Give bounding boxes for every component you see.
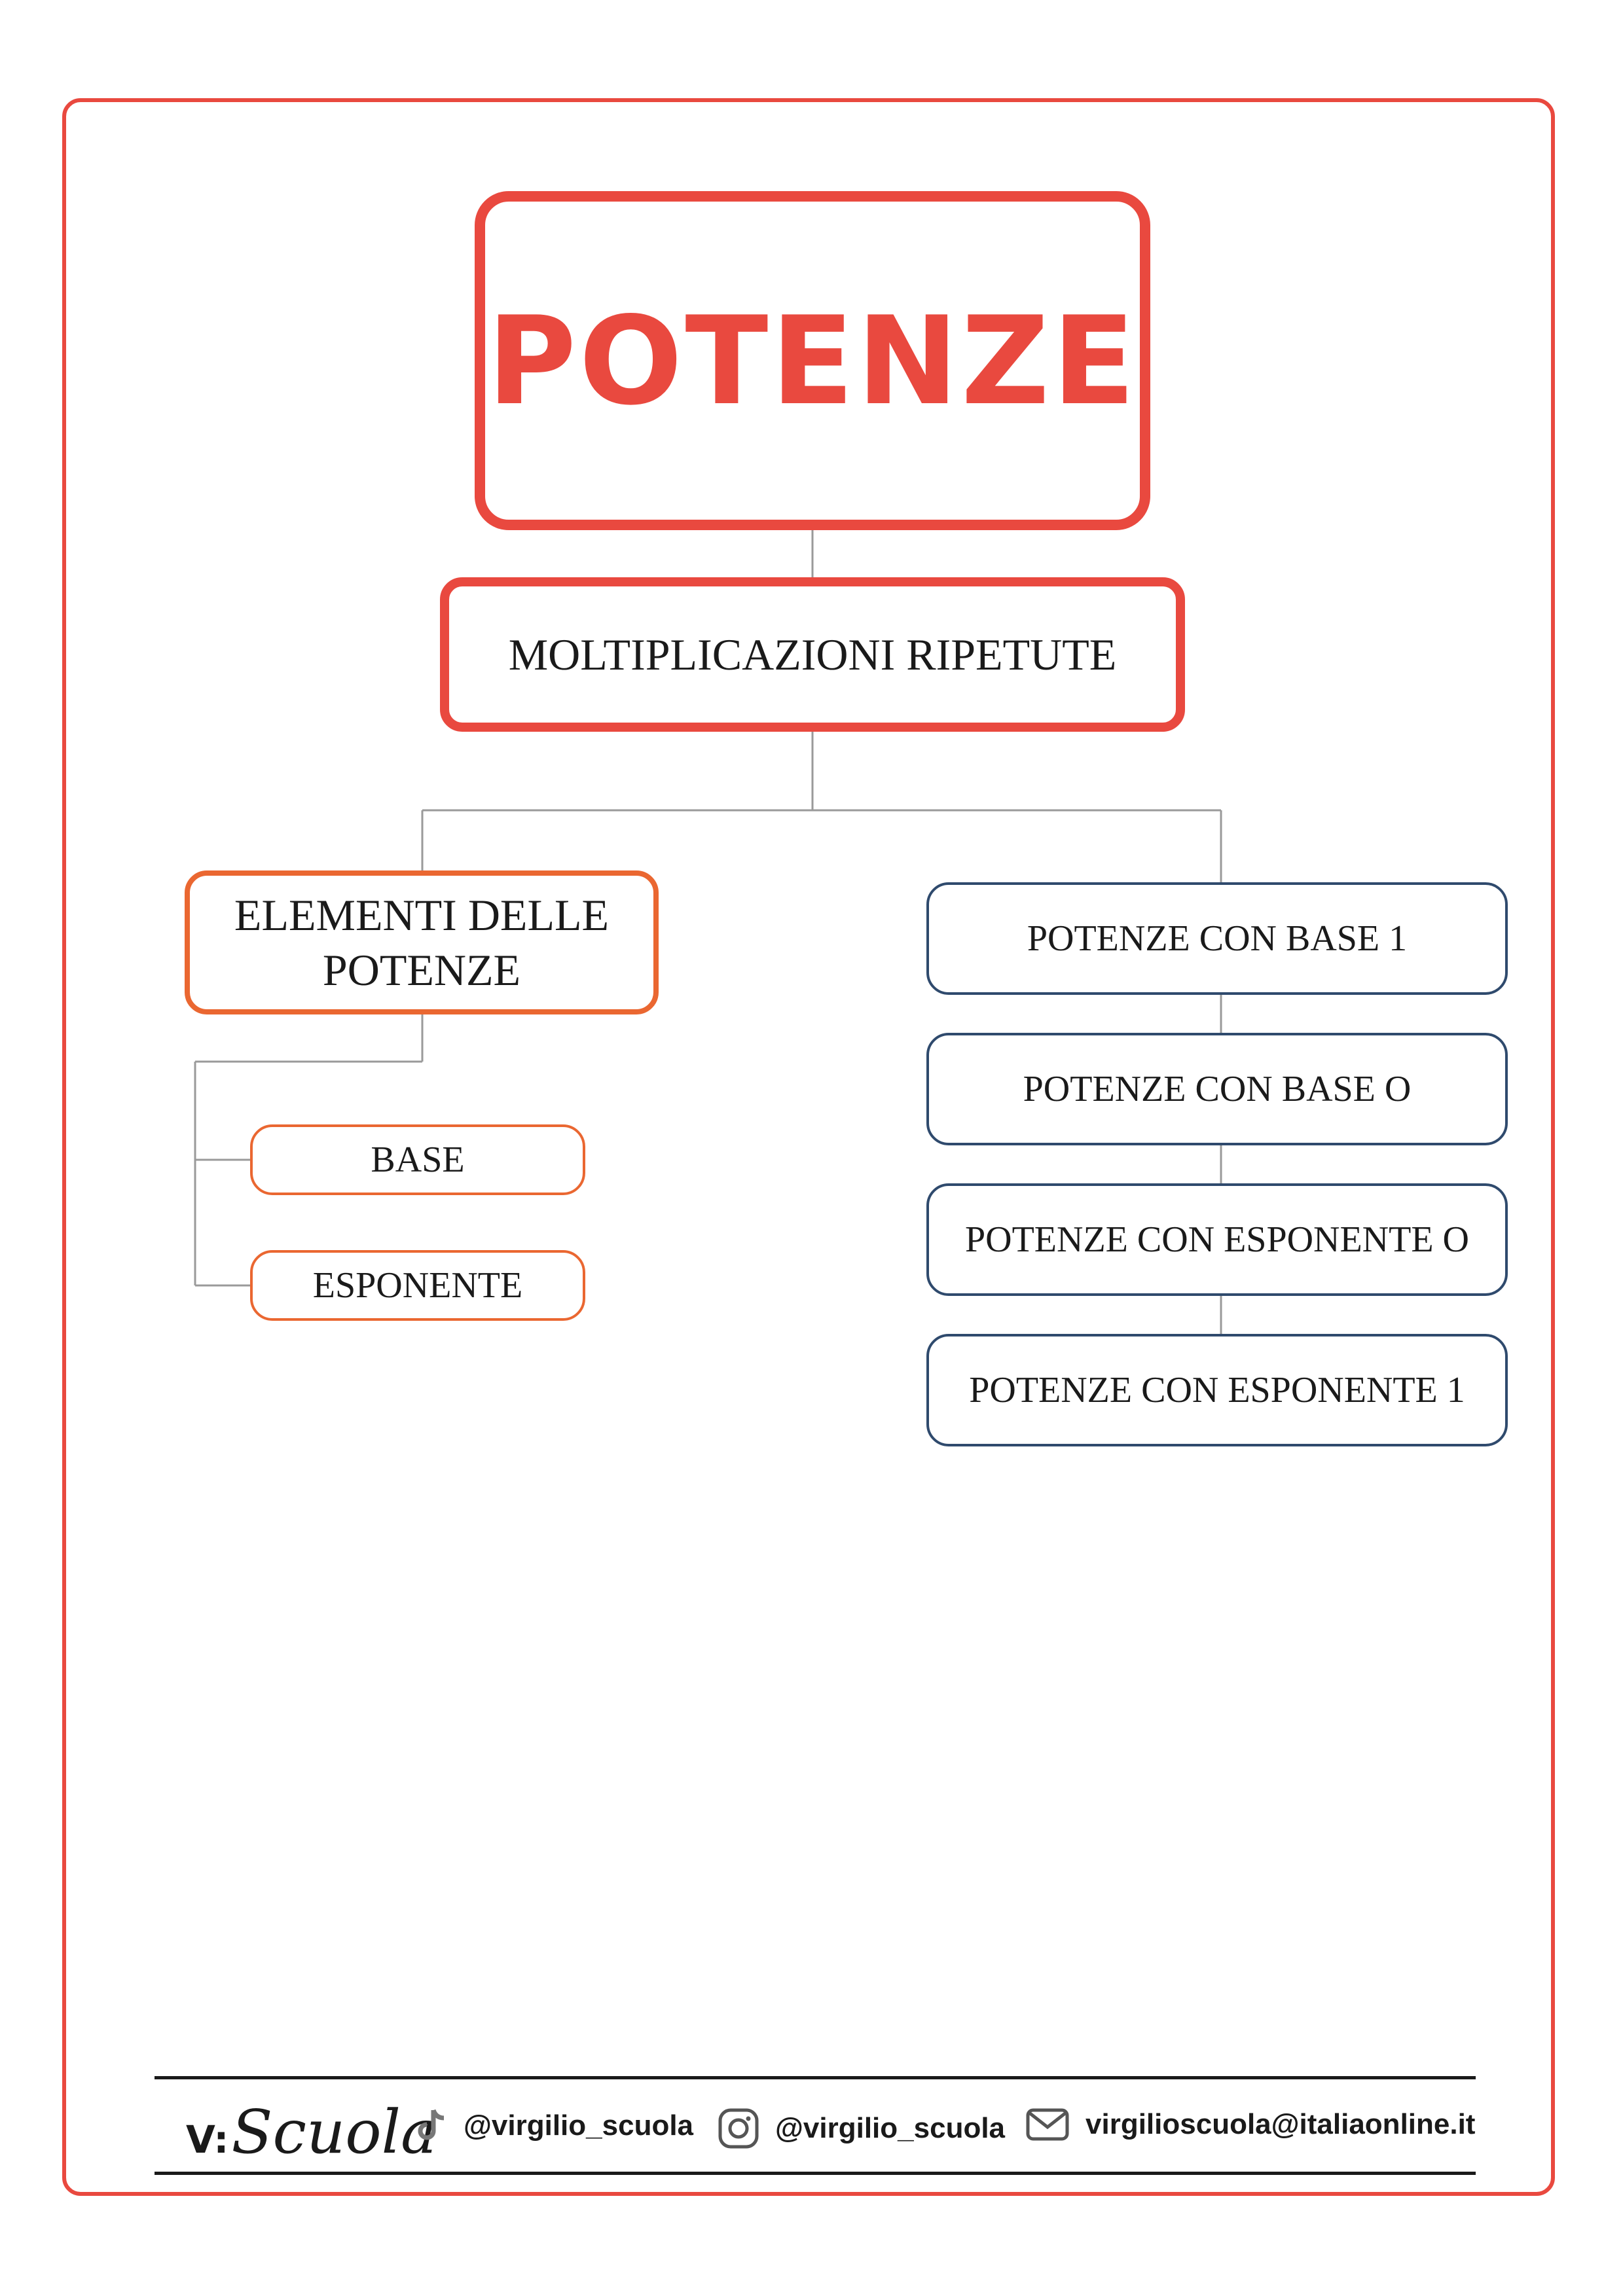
node-label: POTENZE CON BASE 1 [1027,918,1408,959]
node-label: MOLTIPLICAZIONI RIPETUTE [508,629,1117,679]
node-esponente [250,1250,585,1321]
instagram-link[interactable] [718,2108,1005,2149]
footer [155,2088,1476,2167]
node-label: BASE [371,1139,465,1180]
node-potenze-esponente-0 [926,1183,1508,1296]
logo-word: Scuola [231,2097,437,2167]
node-label: POTENZE CON BASE O [1023,1069,1412,1109]
title-node [475,191,1150,530]
mail-icon [1025,2108,1070,2142]
node-moltiplicazioni-ripetute [440,577,1185,732]
tiktok-handle: @virgilio_scuola [464,2109,694,2142]
node-potenze-base-0 [926,1033,1508,1145]
tiktok-link[interactable] [416,2108,693,2144]
logo-prefix: V: [186,2117,229,2162]
tiktok-icon [416,2108,448,2144]
virgilio-scuola-logo [186,2097,437,2167]
instagram-handle: @virgilio_scuola [775,2112,1006,2144]
node-elementi-delle-potenze [185,870,659,1014]
node-potenze-esponente-1 [926,1334,1508,1446]
node-label: POTENZE CON ESPONENTE O [965,1219,1469,1260]
node-label-line1: ELEMENTI DELLE [234,890,610,940]
node-label-line2: POTENZE [322,945,521,995]
title-text: POTENZE [487,289,1138,432]
email-address: virgilioscuola@italiaonline.it [1085,2108,1476,2140]
footer-bottom-rule [155,2172,1476,2175]
node-potenze-base-1 [926,882,1508,995]
instagram-icon [718,2108,759,2149]
node-label: ESPONENTE [312,1265,523,1306]
node-label: POTENZE CON ESPONENTE 1 [969,1370,1465,1410]
email-link[interactable] [1025,2108,1475,2142]
node-base [250,1124,585,1195]
footer-top-rule [155,2076,1476,2079]
